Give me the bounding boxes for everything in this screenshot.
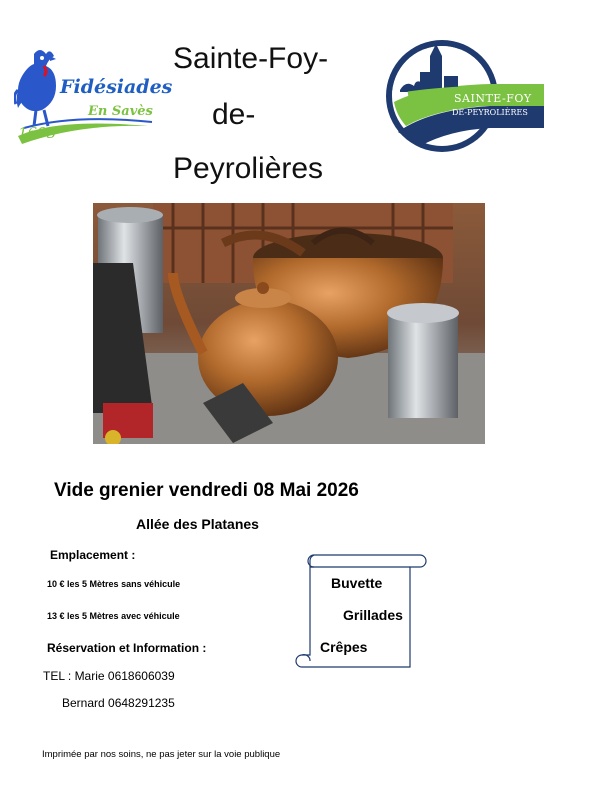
logo-town-line-1: SAINTE-FOY	[454, 92, 532, 105]
contact-phone-bernard: Bernard 0648291235	[62, 696, 175, 710]
contact-phone-marie: TEL : Marie 0618606039	[43, 669, 175, 683]
logo-town-line-2: DE-PEYROLIÈRES	[452, 108, 528, 117]
event-headline: Vide grenier vendredi 08 Mai 2026	[54, 480, 359, 501]
logo-brand-text: Fidésiades	[60, 76, 173, 98]
pricing-label: Emplacement :	[50, 548, 136, 562]
menu-item-grillades: Grillades	[343, 607, 403, 623]
price-line-1	[47, 579, 180, 589]
title-line-1: Sainte-Foy-	[173, 42, 329, 75]
price-amount-1: 10 €	[47, 579, 65, 589]
fidesiades-logo	[14, 44, 173, 144]
logo-tagline-text: En Savès	[88, 104, 153, 119]
brocante-photo	[93, 203, 485, 444]
price-amount-2: 13 €	[47, 611, 65, 621]
menu-item-crepes: Crêpes	[320, 639, 368, 655]
logo-year-text: 1693	[18, 124, 57, 142]
title-line-2: de-	[212, 98, 256, 131]
price-line-2	[47, 611, 180, 621]
event-location: Allée des Platanes	[136, 516, 259, 532]
title-line-3: Peyrolières	[173, 152, 324, 185]
price-desc-2: les 5 Mètres avec véhicule	[64, 611, 180, 621]
footer-notice: Imprimée par nos soins, ne pas jeter sur la voie publique	[42, 749, 281, 760]
price-desc-1: les 5 Mètres sans véhicule	[64, 579, 181, 589]
menu-item-buvette: Buvette	[331, 575, 383, 591]
contact-label: Réservation et Information :	[47, 641, 207, 655]
sainte-foy-logo	[380, 36, 550, 156]
